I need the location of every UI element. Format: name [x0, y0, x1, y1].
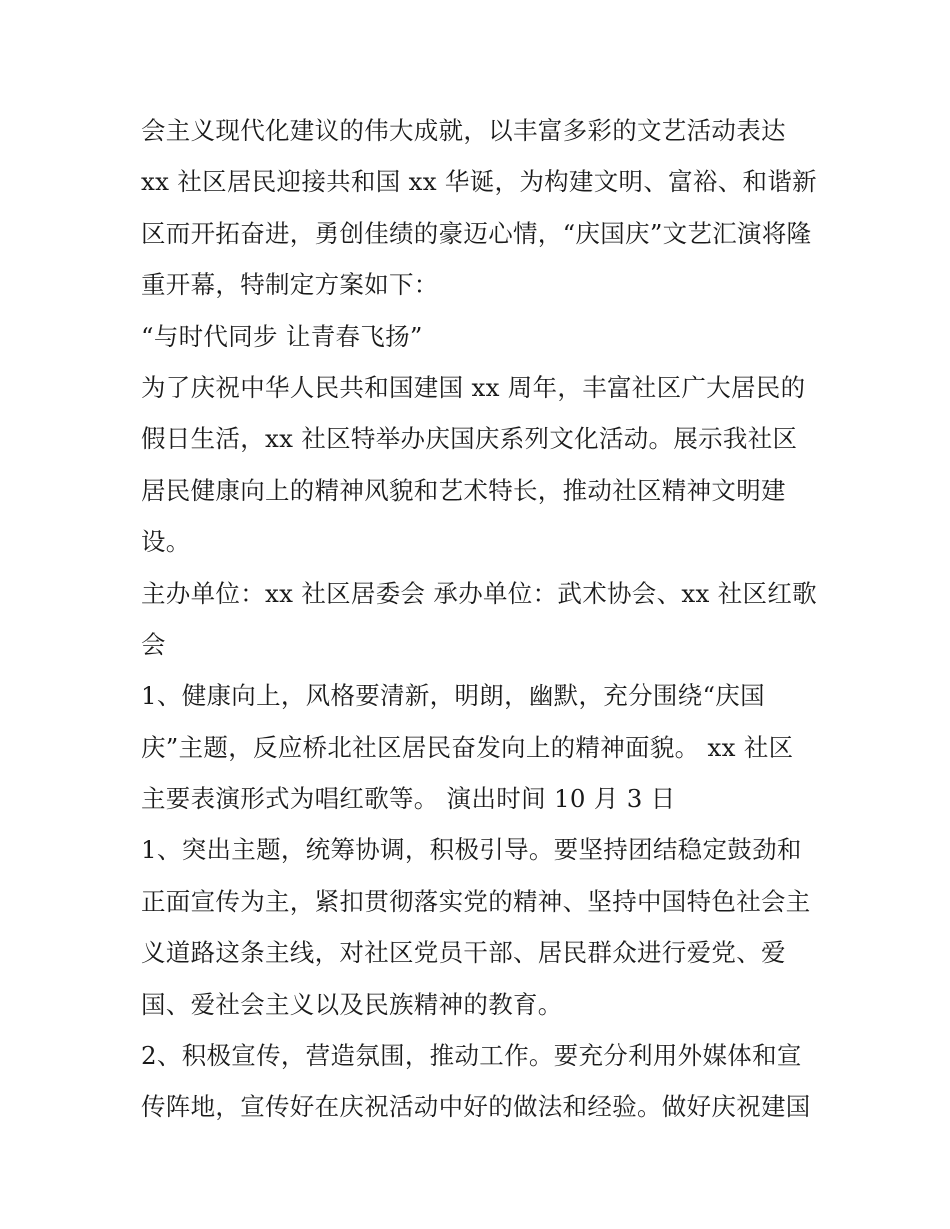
text-line: 传阵地，宣传好在庆祝活动中好的做法和经验。做好庆祝建国: [141, 1092, 811, 1122]
text-line: 庆”主题，反应桥北社区居民奋发向上的精神面貌。 xx 社区: [141, 732, 794, 762]
text-line: xx 社区居民迎接共和国 xx 华诞，为构建文明、富裕、和谐新: [141, 167, 817, 197]
text-line: 正面宣传为主，紧扣贯彻落实党的精神、坚持中国特色社会主: [141, 886, 811, 916]
text-line: “与时代同步 让青春飞扬”: [141, 321, 423, 351]
text-line: 居民健康向上的精神风貌和艺术特长，推动社区精神文明建: [141, 475, 786, 505]
text-line: 2、积极宣传，营造氛围，推动工作。要充分利用外媒体和宣: [141, 1041, 802, 1071]
text-line: 1、突出主题，统筹协调，积极引导。要坚持团结稳定鼓劲和: [141, 835, 802, 865]
text-line: 会: [141, 629, 166, 659]
text-line: 会主义现代化建议的伟大成就，以丰富多彩的文艺活动表达: [141, 116, 786, 145]
text-line: 为了庆祝中华人民共和国建国 xx 周年，丰富社区广大居民的: [141, 372, 806, 402]
text-line: 义道路这条主线，对社区党员干部、居民群众进行爱党、爱: [141, 938, 786, 968]
document-body: [141, 105, 821, 1133]
text-line: 区而开拓奋进，勇创佳绩的豪迈心情，“庆国庆”文艺汇演将隆: [141, 218, 812, 248]
text-line: 重开幕，特制定方案如下：: [141, 270, 439, 300]
text-line: 设。: [141, 527, 191, 557]
text-line: 假日生活，xx 社区特举办庆国庆系列文化活动。展示我社区: [141, 424, 798, 454]
text-line: 主办单位：xx 社区居委会 承办单位：武术协会、xx 社区红歌: [141, 578, 817, 608]
text-line: 国、爱社会主义以及民族精神的教育。: [141, 989, 563, 1019]
text-line: 主要表演形式为唱红歌等。 演出时间 10 月 3 日: [141, 784, 676, 814]
text-line: 1、健康向上，风格要清新，明朗，幽默，充分围绕“庆国: [141, 681, 765, 711]
